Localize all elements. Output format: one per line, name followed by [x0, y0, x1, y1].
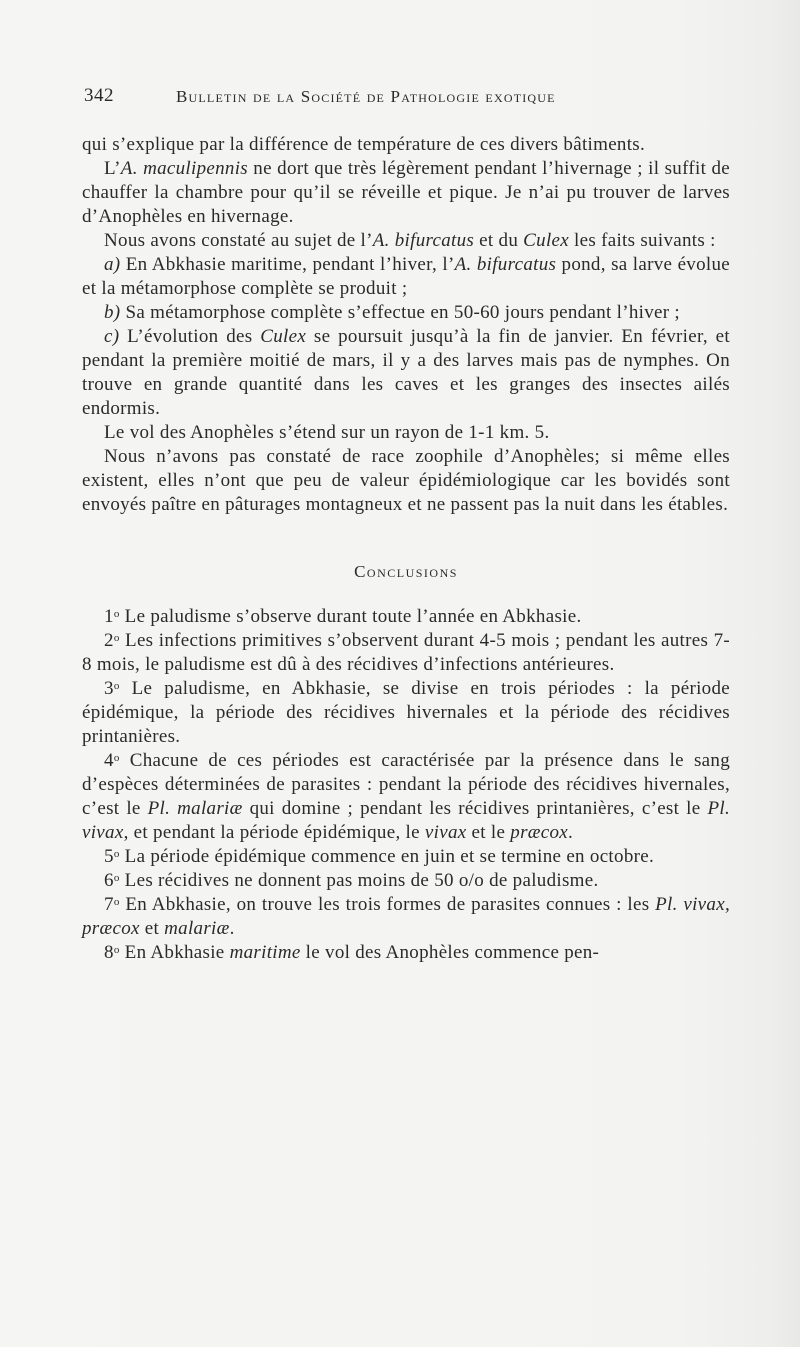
paragraphs	[82, 133, 730, 517]
paragraph	[82, 253, 730, 301]
italic-text: A. bifurcatus	[372, 230, 475, 251]
page-header	[84, 85, 740, 115]
conclusion-number: 8	[104, 942, 114, 963]
conclusion-item	[82, 869, 730, 893]
conclusion-item	[82, 629, 730, 677]
ordinal-mark: o	[113, 752, 120, 764]
text-run: En Abkhasie, on trouve les trois formes de parasites connues : les	[119, 894, 656, 915]
paragraph	[82, 133, 730, 157]
conclusion-number: 2	[104, 630, 114, 651]
italic-text: Pl. vivax	[82, 798, 731, 843]
text-run: Le vol des Anophèles s’étend sur un rayon de 1-1 km. 5.	[104, 422, 550, 443]
conclusion-number: 6	[104, 870, 114, 891]
italic-text: A. maculipennis	[120, 158, 248, 179]
conclusion-item	[82, 605, 730, 629]
text-run: , et pendant la période épidémique, le	[123, 822, 425, 843]
text-run: se poursuit jusqu’à la fin de janvier. En février, et pendant la première moitié de mars, il y a des larves mais pas de nymphes. On trouve en grande quantité dans les caves et les granges des insectes ailés endormis.	[82, 326, 730, 419]
text-run: L’évolution des	[119, 326, 261, 347]
italic-text: b)	[104, 302, 121, 323]
conclusion-item	[82, 677, 730, 749]
conclusion-number: 7	[104, 894, 114, 915]
italic-text: malariæ	[164, 918, 230, 939]
body-text	[82, 133, 730, 965]
text-run: En Abkhasie maritime, pendant l’hiver, l’	[120, 254, 455, 275]
paragraph	[82, 157, 730, 229]
conclusion-item	[82, 893, 730, 941]
text-run: pond, sa larve évolue et la métamorphose complète se produit ;	[82, 254, 731, 299]
conclusion-item	[82, 749, 730, 845]
conclusion-item	[82, 845, 730, 869]
italic-text: a)	[104, 254, 121, 275]
text-run: les faits suivants :	[569, 230, 716, 251]
ordinal-mark: o	[113, 944, 120, 956]
italic-text: Culex	[260, 326, 307, 347]
conclusion-number: 4	[104, 750, 114, 771]
paragraph	[82, 421, 730, 445]
ordinal-mark: o	[113, 632, 120, 644]
text-run: .	[229, 918, 235, 939]
italic-text: vivax	[424, 822, 467, 843]
italic-text: Pl. malariæ	[147, 798, 243, 819]
text-run: et le	[466, 822, 511, 843]
section-heading: Conclusions	[354, 562, 458, 581]
conclusion-number: 1	[104, 606, 114, 627]
italic-text: maritime	[229, 942, 301, 963]
conclusion-number: 5	[104, 846, 114, 867]
ordinal-mark: o	[113, 896, 120, 908]
text-run: et du	[474, 230, 524, 251]
paragraph	[82, 301, 730, 325]
paragraph	[82, 229, 730, 253]
ordinal-mark: o	[113, 848, 120, 860]
conclusion-number: 3	[104, 678, 114, 699]
text-run: La période épidémique commence en juin et se termine en octobre.	[119, 846, 655, 867]
conclusion-item	[82, 941, 730, 965]
text-run: Le paludisme, en Abkhasie, se divise en trois périodes : la période épidémique, la période des récidives hivernales et la période des récidives printanières.	[82, 678, 730, 747]
text-run: qui s’explique par la différence de température de ces divers bâtiments.	[82, 134, 646, 155]
ordinal-mark: o	[113, 872, 120, 884]
text-run: Nous avons constaté au sujet de l’	[104, 230, 373, 251]
text-run: Les infections primitives s’observent durant 4-5 mois ; pendant les autres 7-8 mois, le paludisme est dû à des récidives d’infections antérieures.	[82, 630, 730, 675]
text-run: Chacune de ces périodes est caractérisée par la présence dans le sang d’espèces déterminées de parasites : pendant la période des récidives hivernales, c’est le	[82, 750, 730, 819]
text-run: Nous n’avons pas constaté de race zoophile d’Anophèles; si même elles existent, elles n’ont que peu de valeur épidémiologique car les bovidés sont envoyés paître en pâturages montagneux et ne passent pas la nuit dans les étables.	[82, 446, 730, 515]
text-run: ne dort que très légèrement pendant l’hivernage ; il suffit de chauffer la chambre pour qu’il se réveille et pique. Je n’ai pu trouver de larves d’Anophèles en hivernage.	[82, 158, 730, 227]
text-run: Les récidives ne donnent pas moins de 50 o/o de paludisme.	[119, 870, 599, 891]
text-run: L’	[104, 158, 121, 179]
ordinal-mark: o	[113, 608, 120, 620]
italic-text: Pl. vivax, præcox	[82, 894, 730, 939]
text-run: qui domine ; pendant les récidives printanières, c’est le	[242, 798, 708, 819]
italic-text: præcox	[510, 822, 569, 843]
running-head: Bulletin de la Société de Pathologie exotique	[176, 87, 556, 106]
conclusions-list	[82, 605, 730, 965]
italic-text: A. bifurcatus	[454, 254, 557, 275]
text-run: et	[139, 918, 165, 939]
text-run: Le paludisme s’observe durant toute l’année en Abkhasie.	[119, 606, 582, 627]
text-run: .	[568, 822, 574, 843]
text-run: le vol des Anophèles commence pen-	[300, 942, 600, 963]
paragraph	[82, 325, 730, 421]
italic-text: c)	[104, 326, 120, 347]
text-run: Sa métamorphose complète s’effectue en 50-60 jours pendant l’hiver ;	[120, 302, 681, 323]
page-number: 342	[84, 85, 114, 106]
italic-text: Culex	[523, 230, 569, 251]
text-run: En Abkhasie	[119, 942, 230, 963]
ordinal-mark: o	[113, 680, 120, 692]
paragraph	[82, 445, 730, 517]
